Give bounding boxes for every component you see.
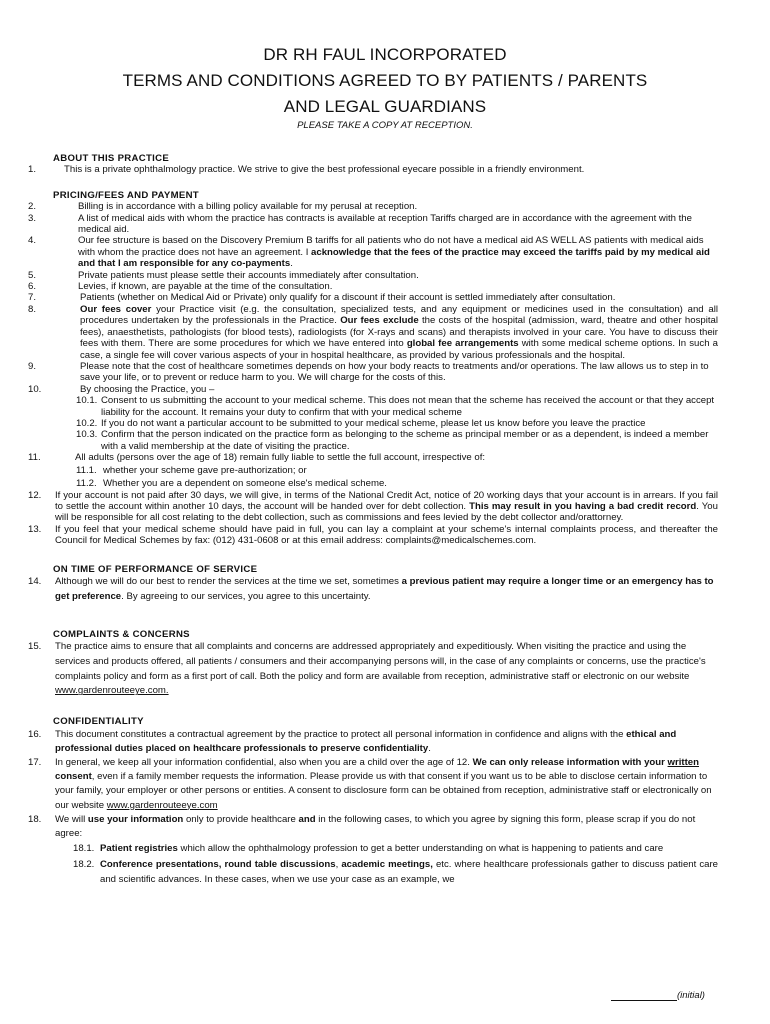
clause-number: 16.	[28, 728, 42, 740]
clause-text: your Practice visit (e.g. the consultation, specialized tests, and any equipment or medicines used in the consultation) and all procedures undertaken by the professionals in the Practice.	[80, 303, 718, 327]
clause-text: If your account is not paid after 30 days, we will give, in terms of the National Credit Act, notice of 20 working days that your account is in arrears. If you fail to settle the account within another 10 days, the account will be handed over for debt collection.	[55, 489, 718, 512]
clause-number: 3.	[28, 212, 37, 224]
clause-number: 14.	[28, 576, 42, 587]
clause-text: Levies, if known, are payable at the time of the consultation.	[78, 281, 333, 293]
clause-5	[28, 270, 718, 281]
clause-number: 5.	[28, 269, 37, 281]
clause-18-2	[28, 857, 718, 888]
clause-text: only to provide healthcare	[183, 813, 299, 825]
clause-number: 18.1.	[73, 843, 95, 855]
clause-text-emphasis: use your information	[87, 813, 184, 825]
clause-10-3	[28, 429, 718, 452]
clause-10-2	[28, 418, 718, 429]
clause-6	[28, 281, 718, 292]
clause-number: 11.2.	[76, 477, 97, 489]
clause-11-2	[28, 477, 718, 490]
clause-text: Although we will do our best to render the services at the time we set, sometimes	[55, 576, 402, 587]
clause-text: which allow the ophthalmology profession to get a better understanding on what is happening to patients and care	[177, 843, 664, 855]
clause-text: Our fee structure is based on the Discovery Premium B tariffs for all patients who do not have a medical aid AS WELL AS patients with medical aids with whom the practice does not have an agreement. I	[78, 235, 704, 258]
document-subtitle: PLEASE TAKE A COPY AT RECEPTION.	[297, 120, 473, 131]
clause-text-emphasis: consent	[55, 771, 92, 783]
clause-number: 2.	[28, 201, 37, 213]
clause-text-emphasis: Our fees cover	[80, 303, 152, 315]
document-title-line1: TERMS AND CONDITIONS AGREED TO BY PATIENTS / PARENTS	[122, 71, 648, 90]
clause-text-emphasis-underlined: written	[667, 757, 699, 768]
clause-11	[28, 452, 718, 463]
clause-text: All adults (persons over the age of 18) remain fully liable to settle the full account, irrespective of:	[75, 452, 486, 464]
clause-text: etc. where healthcare professionals gather to discuss patient care and scientific advances. In these cases, when we use your case as an example, we	[100, 858, 718, 886]
clause-text: .	[290, 258, 293, 270]
clause-number: 4.	[28, 235, 37, 247]
clause-number: 18.2.	[73, 858, 95, 870]
clause-text-emphasis: acknowledge that the fees of the practice may exceed the tariffs paid by my medical aid and that I am responsible for any co-payments	[78, 246, 710, 270]
clause-text: Confirm that the person indicated on the practice form as belonging to the scheme as principal member or as a dependent, is indeed a member with a valid membership at the date of visiting the practice.	[101, 429, 709, 452]
clause-number: 10.2.	[76, 417, 98, 429]
initial-signature-line	[611, 990, 705, 1001]
clause-number: 12.	[28, 489, 42, 501]
initial-label: (initial)	[677, 990, 705, 1001]
clause-2	[28, 201, 718, 212]
website-link[interactable]: www.gardenrouteeye.com	[106, 799, 218, 811]
clause-3	[28, 213, 718, 236]
clause-text: . You will be responsible for all cost relating to the debt collection, such as commissions and fees levied by the debt collector and/orattorney.	[55, 500, 718, 524]
clause-text-emphasis: global fee arrangements	[406, 338, 519, 350]
clause-text: The practice aims to ensure that all complaints and concerns are addressed appropriately and expeditiously. When visiting the practice and using the services and products offered, all patients / consumers and their accompanying persons will, in the case of any complaints or concerns, use the practice's complaints policy and form as a first port of call. Both the policy and form are available from reception, administrative staff or electronic on our website	[55, 641, 706, 682]
section-heading-complaints: COMPLAINTS & CONCERNS	[53, 628, 190, 640]
clause-text: Private patients must please settle their accounts immediately after consultation.	[78, 269, 419, 281]
clause-text-emphasis: a previous patient may require a longer time or an emergency has to get preference	[55, 576, 714, 602]
clause-17	[28, 756, 718, 813]
website-link[interactable]: www.gardenrouteeye.com.	[55, 685, 169, 697]
clause-number: 17.	[28, 757, 42, 768]
section-heading-about: ABOUT THIS PRACTICE	[53, 153, 170, 164]
clause-11-1	[28, 464, 718, 477]
clause-text: .	[428, 742, 431, 754]
clause-number: 6.	[28, 281, 37, 293]
clause-18-1	[28, 841, 718, 857]
section-heading-pricing: PRICING/FEES AND PAYMENT	[53, 189, 199, 201]
clause-text: Billing is in accordance with a billing policy available for my perusal at reception.	[78, 201, 418, 213]
clause-number: 10.	[28, 383, 42, 395]
clause-9	[28, 361, 718, 384]
clause-number: 11.	[28, 452, 41, 464]
clause-number: 11.1.	[76, 464, 97, 476]
clause-number: 15.	[28, 641, 42, 652]
clause-text: Please note that the cost of healthcare sometimes depends on how your body reacts to treatments and/or operations. The law allows us to step in to save your life, or to prevent or reduce harm to you. We will charge for the costs of this.	[80, 360, 709, 384]
clause-number: 13.	[28, 523, 42, 535]
clause-number: 7.	[28, 292, 37, 304]
clause-16	[28, 728, 718, 756]
clause-text: If you do not want a particular account to be submitted to your medical scheme, please let us know before you leave the practice	[101, 417, 646, 429]
clause-text-emphasis: and	[298, 813, 316, 825]
clause-text-emphasis: academic meetings,	[341, 858, 433, 870]
clause-number: 9.	[28, 360, 37, 372]
clause-text: By choosing the Practice, you –	[80, 383, 215, 395]
clause-number: 1.	[28, 164, 37, 176]
clause-text: If you feel that your medical scheme should have paid in full, you can lay a complaint at your scheme's internal complaints process, and thereafter the Council for Medical Schemes by fax: (012) 431-0608 or at this email address: complaints@medicalschemes.com.	[55, 523, 718, 547]
clause-14	[28, 575, 718, 605]
clause-text-emphasis: Conference presentations, round table discussions	[100, 858, 336, 870]
clause-text: , even if a family member requests the information. Please provide us with that consent if you want us to be able to disclose certain information to your family, your employer or other persons or entities. A consent to disclosure form can be obtained from reception, administrative staff or electronically on our website	[55, 771, 712, 811]
section-heading-performance: ON TIME OF PERFORMANCE OF SERVICE	[53, 563, 258, 575]
clause-number: 10.3.	[76, 429, 98, 441]
clause-18	[28, 813, 718, 841]
clause-text-emphasis: We can only release information with your	[472, 757, 668, 768]
clause-number: 10.1.	[76, 395, 98, 407]
clause-text: ,	[335, 858, 342, 870]
clause-number: 18.	[28, 813, 42, 825]
clause-text-emphasis: This may result in you having a bad credit record	[469, 500, 697, 512]
document-title-line2: AND LEGAL GUARDIANS	[283, 97, 487, 116]
clause-text: This is a private ophthalmology practice. We strive to give the best professional eyecare possible in a friendly environment.	[64, 164, 585, 176]
document-body	[28, 153, 718, 888]
clause-10-1	[28, 395, 718, 418]
clause-text-emphasis: ethical and professional duties placed on healthcare professionals to preserve confidentiality	[55, 728, 677, 754]
clause-text: A list of medical aids with whom the practice has contracts is available at reception Tariffs charged are in accordance with the agreement with the medical aid.	[78, 212, 692, 236]
clause-15	[28, 640, 718, 699]
section-heading-confidentiality: CONFIDENTIALITY	[53, 716, 144, 728]
clause-text: Patients (whether on Medical Aid or Private) only qualify for a discount if their account is settled immediately after consultation.	[80, 292, 616, 304]
clause-4	[28, 235, 718, 269]
clause-10	[28, 384, 718, 395]
clause-text: in the following cases, to which you agree by signing this form, please scrap if you do not agree:	[55, 813, 696, 840]
clause-8	[28, 304, 718, 361]
clause-text-emphasis: Our fees exclude	[340, 315, 419, 327]
clause-text: with some medical scheme options. In such a case, a single fee will cover various aspects of your in hospital healthcare, as provided by various professionals and the hospital.	[80, 338, 718, 361]
clause-text: . By agreeing to our services, you agree to this uncertainty.	[121, 590, 371, 602]
document-header	[0, 42, 770, 120]
clause-text: the costs of the hospital (admission, ward, theatre and other hospital fees), anaesthetists, pathologists (for blood tests), radiologists (for X-rays and scans) and therapists involved in your care. You have to discuss their fees with them. There are some procedures for which we have entered into	[80, 315, 718, 350]
clause-1	[28, 164, 718, 175]
clause-text-emphasis: Patient registries	[100, 843, 178, 855]
clause-12	[28, 490, 718, 524]
clause-text: whether your scheme gave pre-authorization; or	[103, 464, 307, 476]
practice-name: DR RH FAUL INCORPORATED	[263, 45, 507, 64]
clause-text: In general, we keep all your information confidential, also when you are a child over the age of 12.	[55, 757, 473, 768]
clause-number: 8.	[28, 303, 37, 315]
clause-7	[28, 292, 718, 303]
initial-blank[interactable]	[611, 991, 677, 1001]
clause-text: This document constitutes a contractual agreement by the practice to protect all personal information in confidence and aligns with the	[55, 728, 627, 740]
clause-text: Whether you are a dependent on someone else's medical scheme.	[103, 477, 387, 489]
clause-text: We will	[55, 813, 88, 825]
clause-text: Consent to us submitting the account to your medical scheme. This does not mean that the scheme has received the account or that they accept liability for the account. It remains your duty to confirm that with your medical scheme	[101, 395, 715, 418]
clause-13	[28, 524, 718, 547]
